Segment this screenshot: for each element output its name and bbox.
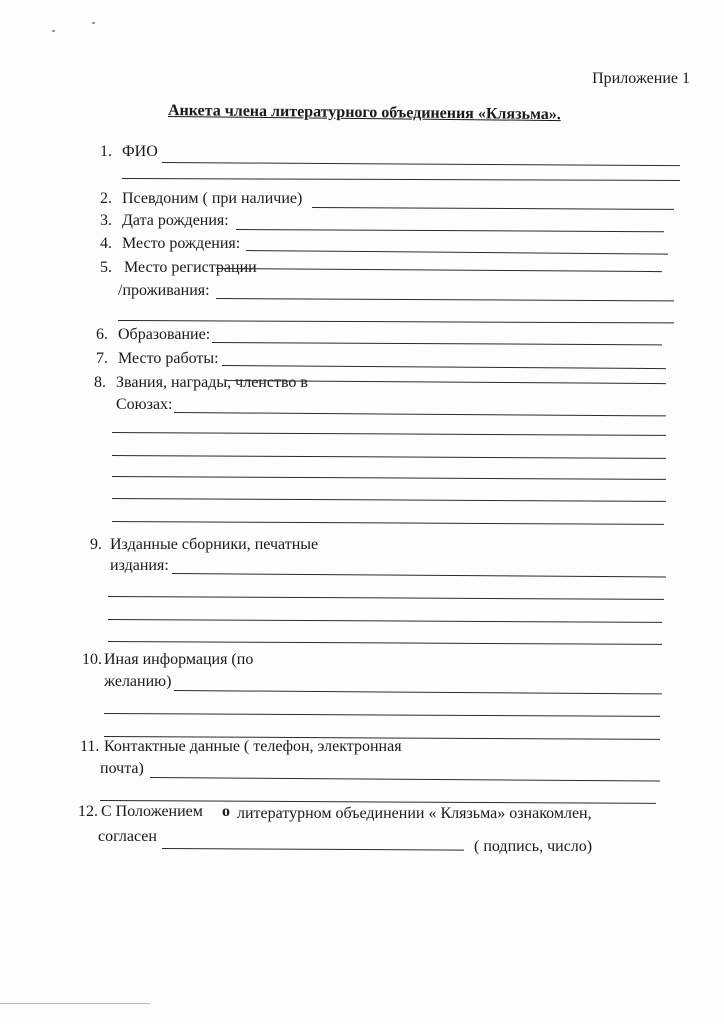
fio-input-line[interactable] xyxy=(162,162,680,166)
agreement-text-end: литературном объединении « Клязьма» ознакомлен, xyxy=(237,805,592,822)
field-label-optional: желанию) xyxy=(104,673,172,690)
field-label-awards: Звания, награды, членство в xyxy=(116,374,308,391)
birth-date-input-line[interactable] xyxy=(236,229,664,232)
item-number: 1. xyxy=(100,143,112,160)
field-label-publications: Изданные сборники, печатные xyxy=(110,536,319,553)
agreement-label: согласен xyxy=(98,828,157,845)
scan-edge xyxy=(0,1003,150,1004)
unions-input-line-4[interactable] xyxy=(112,476,666,480)
item-number: 4. xyxy=(100,235,112,252)
publications-input-line-4[interactable] xyxy=(108,641,662,645)
field-label-birth-place: Место рождения: xyxy=(122,235,241,252)
signature-input-line[interactable] xyxy=(162,848,464,851)
field-label-registration: Место регистрации xyxy=(124,259,257,276)
field-label-birth-date: Дата рождения: xyxy=(122,212,229,229)
pseudonym-input-line[interactable] xyxy=(312,207,674,210)
field-label-other-info: Иная информация (по xyxy=(104,651,254,668)
workplace-input-line[interactable] xyxy=(222,365,666,369)
item-number: 11. xyxy=(80,738,100,755)
unions-input-line-6[interactable] xyxy=(112,521,664,525)
registration-input-line[interactable] xyxy=(216,268,662,272)
field-label-email: почта) xyxy=(100,760,144,777)
item-number: 5. xyxy=(100,259,112,276)
item-number: 12. xyxy=(78,803,98,820)
other-info-input-line-2[interactable] xyxy=(104,713,660,717)
item-number: 3. xyxy=(100,212,112,229)
item-number: 2. xyxy=(100,190,112,207)
unions-input-line-3[interactable] xyxy=(112,455,666,459)
item-number: 8. xyxy=(94,374,106,391)
unions-input-line-2[interactable] xyxy=(112,432,666,436)
publications-input-line[interactable] xyxy=(172,573,666,577)
field-label-contacts: Контактные данные ( телефон, электронная xyxy=(104,738,402,755)
fio-input-line-2[interactable] xyxy=(122,178,680,181)
publications-input-line-2[interactable] xyxy=(108,596,664,600)
item-number: 9. xyxy=(90,536,102,553)
item-number: 7. xyxy=(96,350,108,367)
scan-speck xyxy=(92,22,95,24)
unions-input-line-5[interactable] xyxy=(112,498,666,502)
field-label-workplace: Место работы: xyxy=(118,350,219,367)
field-label-education: Образование: xyxy=(118,326,211,343)
field-label-editions: издания: xyxy=(110,557,169,574)
publications-input-line-3[interactable] xyxy=(108,619,662,623)
scan-speck xyxy=(52,30,55,32)
field-label-pseudonym: Псевдоним ( при наличие) xyxy=(122,190,303,207)
field-label-residence: /проживания: xyxy=(118,282,210,299)
agreement-text-bold: о xyxy=(222,803,230,820)
field-label-fio: ФИО xyxy=(122,143,158,160)
other-info-input-line[interactable] xyxy=(174,690,662,694)
education-input-line[interactable] xyxy=(212,342,662,345)
item-number: 10. xyxy=(82,651,102,668)
residence-input-line-2[interactable] xyxy=(118,320,674,323)
item-number: 6. xyxy=(96,326,108,343)
birth-place-input-line[interactable] xyxy=(246,250,668,255)
unions-input-line[interactable] xyxy=(174,412,666,416)
residence-input-line[interactable] xyxy=(216,298,674,301)
field-label-unions: Союзах: xyxy=(116,396,173,413)
form-title: Анкета члена литературного объединения «Клязьма». xyxy=(167,102,561,124)
signature-note: ( подпись, число) xyxy=(474,838,593,855)
agreement-text-start: С Положением xyxy=(101,803,203,820)
appendix-label: Приложение 1 xyxy=(592,70,690,87)
contacts-input-line[interactable] xyxy=(150,777,660,782)
